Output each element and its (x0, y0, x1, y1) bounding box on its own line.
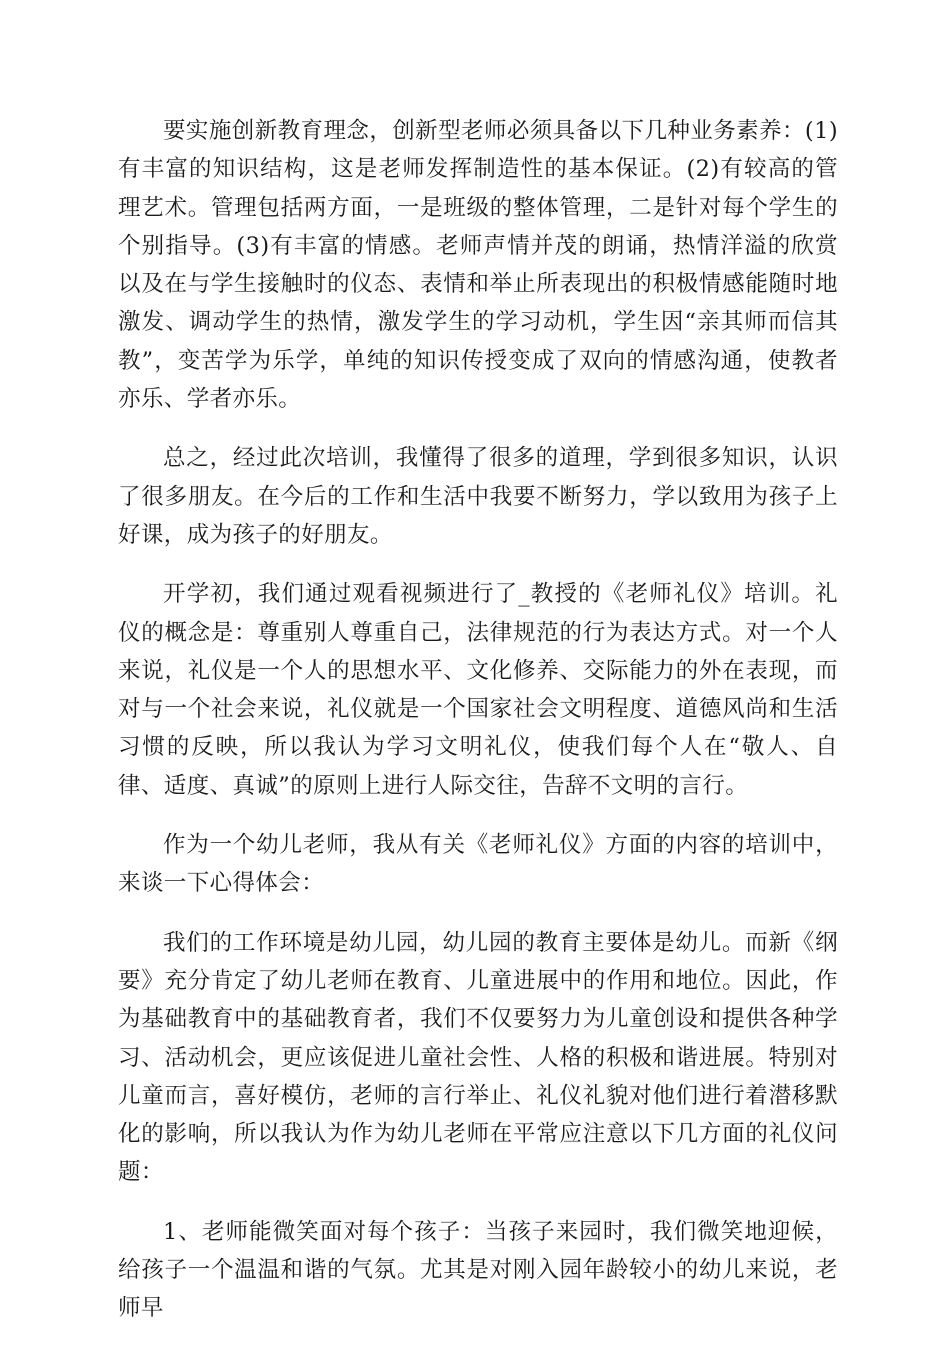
document-body (118, 112, 838, 1349)
paragraph-etiquette-training: 开学初，我们通过观看视频进行了_教授的《老师礼仪》培训。礼仪的概念是：尊重别人尊重自己，法律规范的行为表达方式。对一个人来说，礼仪是一个人的思想水平、文化修养、交际能力的外在表现，而对与一个社会来说，礼仪就是一个国家社会文明程度、道德风尚和生活习惯的反映，所以我认为学习文明礼仪，使我们每个人在“敬人、自律、适度、真诚”的原则上进行人际交往，告辞不文明的言行。 (118, 581, 838, 799)
paragraph-kindergarten-teacher: 作为一个幼儿老师，我从有关《老师礼仪》方面的内容的培训中，来谈一下心得体会： (118, 832, 838, 897)
paragraph-teacher-qualities: 要实施创新教育理念，创新型老师必须具备以下几种业务素养：(1)有丰富的知识结构，这是老师发挥制造性的基本保证。(2)有较高的管理艺术。管理包括两方面，一是班级的整体管理，二是针对每个学生的个别指导。(3)有丰富的情感。老师声情并茂的朗诵，热情洋溢的欣赏以及在与学生接触时的仪态、表情和举止所表现出的积极情感能随时地激发、调动学生的热情，激发学生的学习动机，学生因“亲其师而信其教”，变苦学为乐学，单纯的知识传授变成了双向的情感沟通，使教者亦乐、学者亦乐。 (118, 118, 838, 413)
paragraph-work-environment: 我们的工作环境是幼儿园，幼儿园的教育主要体是幼儿。而新《纲要》充分肯定了幼儿老师在教育、儿童进展中的作用和地位。因此，作为基础教育中的基础教育者，我们不仅要努力为儿童创设和提供各种学习、活动机会，更应该促进儿童社会性、人格的积极和谐进展。特别对儿童而言，喜好模仿，老师的言行举止、礼仪礼貌对他们进行着潜移默化的影响，所以我认为作为幼儿老师在平常应注意以下几方面的礼仪问题： (118, 929, 838, 1186)
paragraph-smile-point: 1、老师能微笑面对每个孩子：当孩子来园时，我们微笑地迎候，给孩子一个温温和谐的气氛。尤其是对刚入园年龄较小的幼儿来说，老师早 (118, 1218, 838, 1322)
paragraph-summary: 总之，经过此次培训，我懂得了很多的道理，学到很多知识，认识了很多朋友。在今后的工作和生活中我要不断努力，学以致用为孩子上好课，成为孩子的好朋友。 (118, 445, 838, 548)
